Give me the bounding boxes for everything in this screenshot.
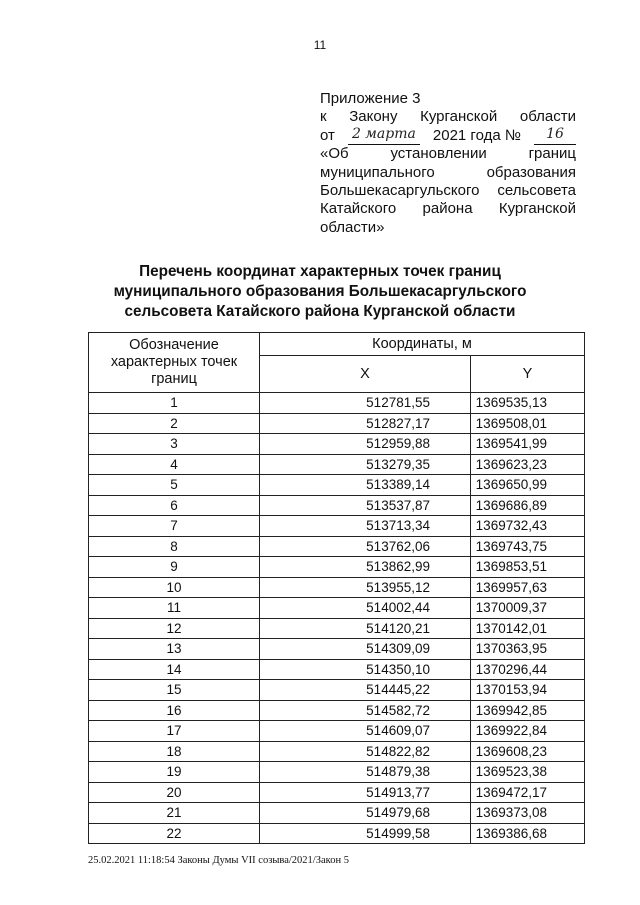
coord-y: 1369922,84 xyxy=(471,721,585,742)
coord-x: 514120,21 xyxy=(260,618,471,639)
point-number: 12 xyxy=(89,618,260,639)
point-number: 13 xyxy=(89,639,260,660)
table-row xyxy=(89,598,585,619)
point-number: 16 xyxy=(89,700,260,721)
coord-y: 1369686,89 xyxy=(471,495,585,516)
coord-y: 1369957,63 xyxy=(471,577,585,598)
point-number: 5 xyxy=(89,475,260,496)
table-row xyxy=(89,577,585,598)
title-line: Перечень координат характерных точек границ xyxy=(139,263,501,280)
table-row xyxy=(89,741,585,762)
coord-y: 1370296,44 xyxy=(471,659,585,680)
table-row xyxy=(89,659,585,680)
table-row xyxy=(89,782,585,803)
annex-word: области xyxy=(519,108,576,126)
title-line: муниципального образования Большекасаргульского xyxy=(113,283,527,300)
table-row xyxy=(89,680,585,701)
point-number: 19 xyxy=(89,762,260,783)
table-row xyxy=(89,393,585,414)
annex-date-prefix: от xyxy=(320,126,335,144)
coord-y: 1369373,08 xyxy=(471,803,585,824)
point-number: 22 xyxy=(89,823,260,844)
annex-date-line xyxy=(320,127,576,145)
header-designation: Обозначение характерных точек границ xyxy=(89,333,260,393)
coord-y: 1369608,23 xyxy=(471,741,585,762)
coord-x: 512781,55 xyxy=(260,393,471,414)
annex-word: Большекасаргульского xyxy=(320,182,480,200)
table-row xyxy=(89,536,585,557)
table-row xyxy=(89,618,585,639)
annex-word: Курганской xyxy=(498,200,576,218)
coord-x: 513862,99 xyxy=(260,557,471,578)
point-number: 17 xyxy=(89,721,260,742)
coord-y: 1369853,51 xyxy=(471,557,585,578)
coord-x: 512959,88 xyxy=(260,434,471,455)
annex-word: «Об xyxy=(320,145,349,163)
coord-y: 1369541,99 xyxy=(471,434,585,455)
coord-y: 1370153,94 xyxy=(471,680,585,701)
coord-y: 1369743,75 xyxy=(471,536,585,557)
table-row xyxy=(89,454,585,475)
annex-date-year: 2021 года № xyxy=(432,126,521,144)
annex-word: образования xyxy=(486,163,576,181)
table-row xyxy=(89,762,585,783)
coord-x: 514913,77 xyxy=(260,782,471,803)
coord-x: 512827,17 xyxy=(260,413,471,434)
table-row xyxy=(89,639,585,660)
point-number: 14 xyxy=(89,659,260,680)
coord-y: 1369942,85 xyxy=(471,700,585,721)
coord-y: 1369623,23 xyxy=(471,454,585,475)
coord-x: 513279,35 xyxy=(260,454,471,475)
annex-title-text: Приложение 3 xyxy=(320,90,421,107)
coord-x: 514350,10 xyxy=(260,659,471,680)
coord-y: 1369472,17 xyxy=(471,782,585,803)
annex-word: границ xyxy=(528,145,576,163)
annex-word: Курганской xyxy=(420,108,498,126)
table-row xyxy=(89,516,585,537)
table-row xyxy=(89,823,585,844)
annex-line-7 xyxy=(320,219,576,237)
coord-y: 1369523,38 xyxy=(471,762,585,783)
coord-x: 514999,58 xyxy=(260,823,471,844)
annex-word: установлении xyxy=(390,145,487,163)
coord-x: 514822,82 xyxy=(260,741,471,762)
coord-y: 1369535,13 xyxy=(471,393,585,414)
coord-y: 1370363,95 xyxy=(471,639,585,660)
table-row xyxy=(89,434,585,455)
annex-header xyxy=(320,90,576,237)
annex-word: сельсовета xyxy=(497,182,576,200)
coord-x: 514879,38 xyxy=(260,762,471,783)
point-number: 21 xyxy=(89,803,260,824)
coord-y: 1369508,01 xyxy=(471,413,585,434)
handwritten-number: 16 xyxy=(534,127,576,145)
point-number: 6 xyxy=(89,495,260,516)
header-x: X xyxy=(260,356,471,393)
coord-x: 513955,12 xyxy=(260,577,471,598)
point-number: 3 xyxy=(89,434,260,455)
annex-word: Катайского xyxy=(320,200,397,218)
header-coordinates: Координаты, м xyxy=(260,333,585,356)
coord-y: 1369650,99 xyxy=(471,475,585,496)
coord-x: 514609,07 xyxy=(260,721,471,742)
annex-word: Закону xyxy=(349,108,398,126)
document-title xyxy=(80,262,560,322)
annex-word: района xyxy=(422,200,473,218)
point-number: 9 xyxy=(89,557,260,578)
table-row xyxy=(89,413,585,434)
coord-x: 514582,72 xyxy=(260,700,471,721)
coord-x: 513389,14 xyxy=(260,475,471,496)
coord-x: 514445,22 xyxy=(260,680,471,701)
point-number: 1 xyxy=(89,393,260,414)
page-number: 11 xyxy=(313,38,327,52)
coord-y: 1370009,37 xyxy=(471,598,585,619)
annex-title xyxy=(320,90,576,108)
point-number: 11 xyxy=(89,598,260,619)
title-line: сельсовета Катайского района Курганской области xyxy=(124,303,516,320)
point-number: 20 xyxy=(89,782,260,803)
handwritten-date: 2 марта xyxy=(348,127,420,145)
annex-subject-line xyxy=(320,145,576,163)
coord-x: 514002,44 xyxy=(260,598,471,619)
table-row xyxy=(89,700,585,721)
point-number: 7 xyxy=(89,516,260,537)
annex-word: области» xyxy=(320,218,385,236)
table-row xyxy=(89,721,585,742)
point-number: 10 xyxy=(89,577,260,598)
table-row xyxy=(89,803,585,824)
table-row xyxy=(89,495,585,516)
annex-line-4 xyxy=(320,164,576,182)
annex-word: к xyxy=(320,108,327,126)
coordinates-table xyxy=(88,332,585,844)
table-row xyxy=(89,475,585,496)
coord-x: 513762,06 xyxy=(260,536,471,557)
annex-line-5 xyxy=(320,182,576,200)
annex-word: муниципального xyxy=(320,163,435,181)
table-row xyxy=(89,557,585,578)
point-number: 15 xyxy=(89,680,260,701)
coord-x: 513537,87 xyxy=(260,495,471,516)
header-y: Y xyxy=(471,356,585,393)
annex-line-6 xyxy=(320,200,576,218)
point-number: 8 xyxy=(89,536,260,557)
point-number: 2 xyxy=(89,413,260,434)
coord-y: 1369386,68 xyxy=(471,823,585,844)
coord-x: 514309,09 xyxy=(260,639,471,660)
coord-x: 513713,34 xyxy=(260,516,471,537)
point-number: 18 xyxy=(89,741,260,762)
coord-y: 1369732,43 xyxy=(471,516,585,537)
point-number: 4 xyxy=(89,454,260,475)
annex-law-line xyxy=(320,108,576,126)
footer-stamp: 25.02.2021 11:18:54 Законы Думы VII созыва/2021/Закон 5 xyxy=(88,855,349,866)
coord-y: 1370142,01 xyxy=(471,618,585,639)
coord-x: 514979,68 xyxy=(260,803,471,824)
